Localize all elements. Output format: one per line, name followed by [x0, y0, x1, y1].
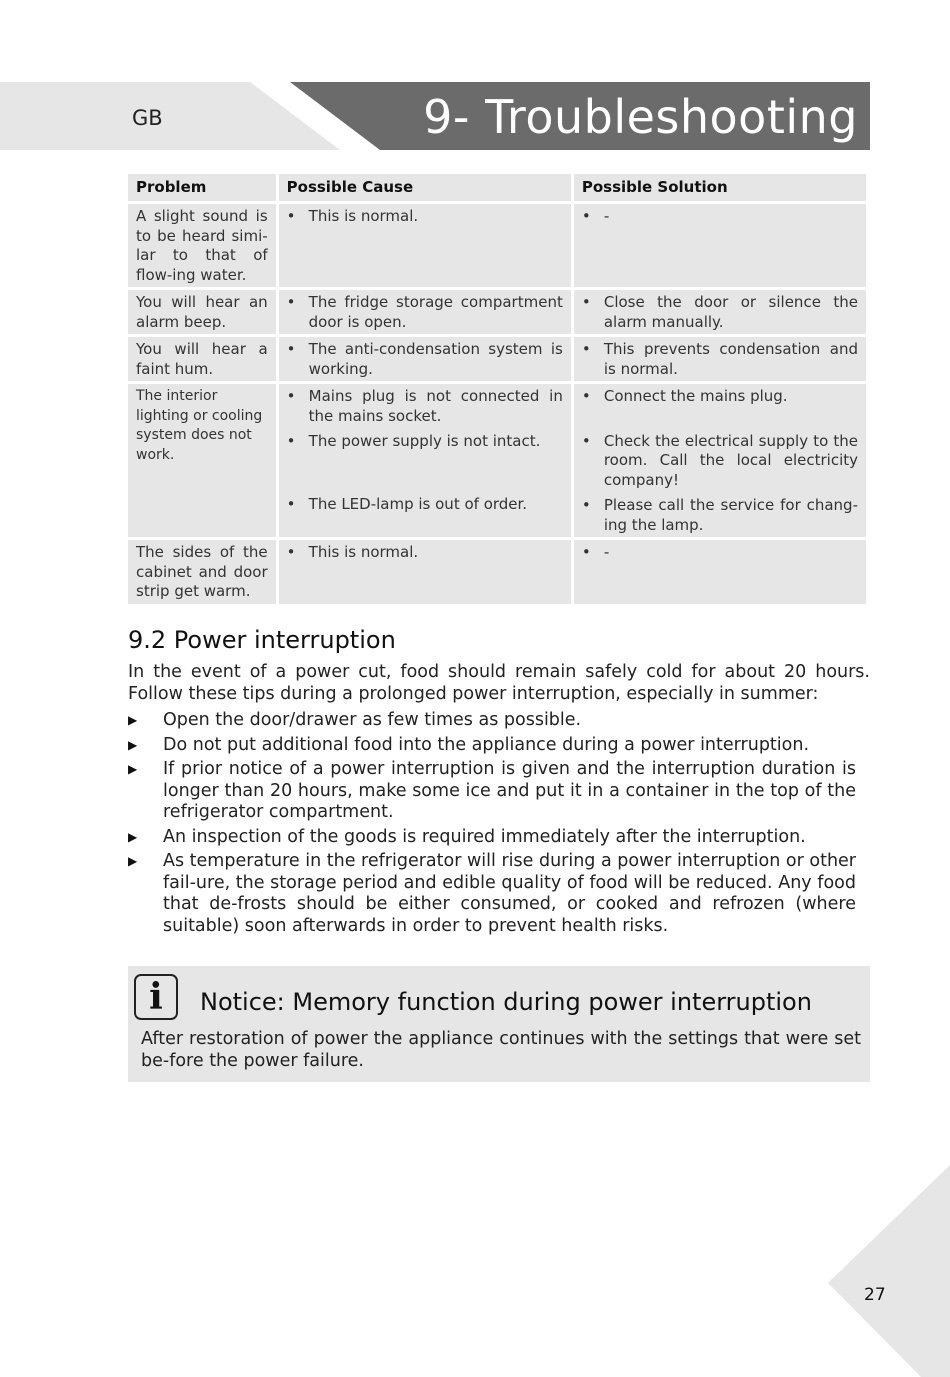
arrow-bullet-icon: ▶	[128, 762, 138, 776]
list-item	[128, 710, 856, 732]
troubleshooting-table	[125, 171, 869, 607]
solution-item: • -	[582, 207, 858, 227]
table-row	[128, 540, 866, 604]
cause-cell	[279, 337, 571, 381]
cause-item: • The LED-lamp is out of order.	[287, 495, 563, 515]
solution-item: • Please call the service for chang-ing the lamp.	[582, 496, 858, 535]
tip-text: Open the door/drawer as few times as possible.	[163, 710, 582, 730]
arrow-bullet-icon: ▶	[128, 854, 138, 868]
arrow-bullet-icon: ▶	[128, 737, 138, 752]
solution-cell	[574, 290, 866, 334]
notice-title: Notice: Memory function during power interruption	[200, 988, 812, 1016]
tip-text: As temperature in the refrigerator will rise during a power interruption or other fail-ure, the storage period and edible quality of food will be reduced. Any food that de-frosts should be either consumed, or cooked and refrozen (where suitable) soon afterwards in order to prevent health risks.	[163, 851, 856, 936]
page-title: 9- Troubleshooting	[423, 90, 858, 144]
tip-text: If prior notice of a power interruption is given and the interruption duration is longer than 20 hours, make some ice and put it in a container in the top of the refrigerator compartment.	[163, 759, 856, 822]
table-row	[128, 384, 866, 537]
table-header-row	[128, 174, 866, 201]
solution-cell	[574, 337, 866, 381]
cause-item: • Mains plug is not connected in the mains socket.	[287, 387, 563, 426]
cause-item: • The power supply is not intact.	[287, 432, 563, 452]
arrow-bullet-icon: ▶	[128, 829, 138, 844]
problem-cell: The sides of the cabinet and door strip get warm.	[128, 540, 276, 604]
solution-item: • Check the electrical supply to the room. Call the local electricity company!	[582, 432, 858, 491]
problem-cell: A slight sound is to be heard simi-lar to that of flow-ing water.	[128, 204, 276, 287]
list-item	[128, 827, 856, 849]
cause-cell	[279, 540, 571, 604]
cause-item: • The fridge storage compartment door is open.	[287, 293, 563, 332]
info-icon: i	[134, 974, 178, 1020]
header-tab-left	[0, 82, 340, 150]
table-row	[128, 290, 866, 334]
tips-list	[128, 710, 856, 940]
solution-cell	[574, 384, 866, 537]
page-number: 27	[864, 1285, 886, 1305]
solution-item: • Close the door or silence the alarm manually.	[582, 293, 858, 332]
notice-body: After restoration of power the appliance continues with the settings that were set be-fore the power failure.	[141, 1029, 861, 1071]
language-code: GB	[132, 106, 163, 130]
tip-text: An inspection of the goods is required immediately after the interruption.	[163, 826, 806, 847]
solution-item: • -	[582, 543, 858, 563]
list-item	[128, 851, 856, 937]
list-item	[128, 735, 856, 757]
column-header-problem: Problem	[128, 174, 276, 201]
cause-cell	[279, 384, 571, 537]
cause-item: • This is normal.	[287, 543, 563, 563]
solution-cell	[574, 204, 866, 287]
column-header-solution: Possible Solution	[574, 174, 866, 201]
problem-cell: You will hear an alarm beep.	[128, 290, 276, 334]
notice-box	[128, 966, 870, 1082]
section-title: 9.2 Power interruption	[128, 626, 396, 654]
solution-cell	[574, 540, 866, 604]
table-row	[128, 204, 866, 287]
problem-cell: You will hear a faint hum.	[128, 337, 276, 381]
cause-item: • This is normal.	[287, 207, 563, 227]
section-intro: In the event of a power cut, food should remain safely cold for about 20 hours. Follow these tips during a prolonged power interruption, especially in summer:	[128, 662, 870, 704]
problem-cell: The interior lighting or cooling system does not work.	[128, 384, 276, 537]
tip-text: Do not put additional food into the appliance during a power interruption.	[163, 734, 810, 755]
page-corner-decoration	[828, 1165, 950, 1377]
column-header-cause: Possible Cause	[279, 174, 571, 201]
table-row	[128, 337, 866, 381]
solution-item: • This prevents condensation and is normal.	[582, 340, 858, 379]
arrow-bullet-icon: ▶	[128, 713, 138, 727]
solution-item: • Connect the mains plug.	[582, 387, 858, 407]
cause-cell	[279, 204, 571, 287]
list-item	[128, 759, 856, 824]
cause-item: • The anti-condensation system is working.	[287, 340, 563, 379]
cause-cell	[279, 290, 571, 334]
